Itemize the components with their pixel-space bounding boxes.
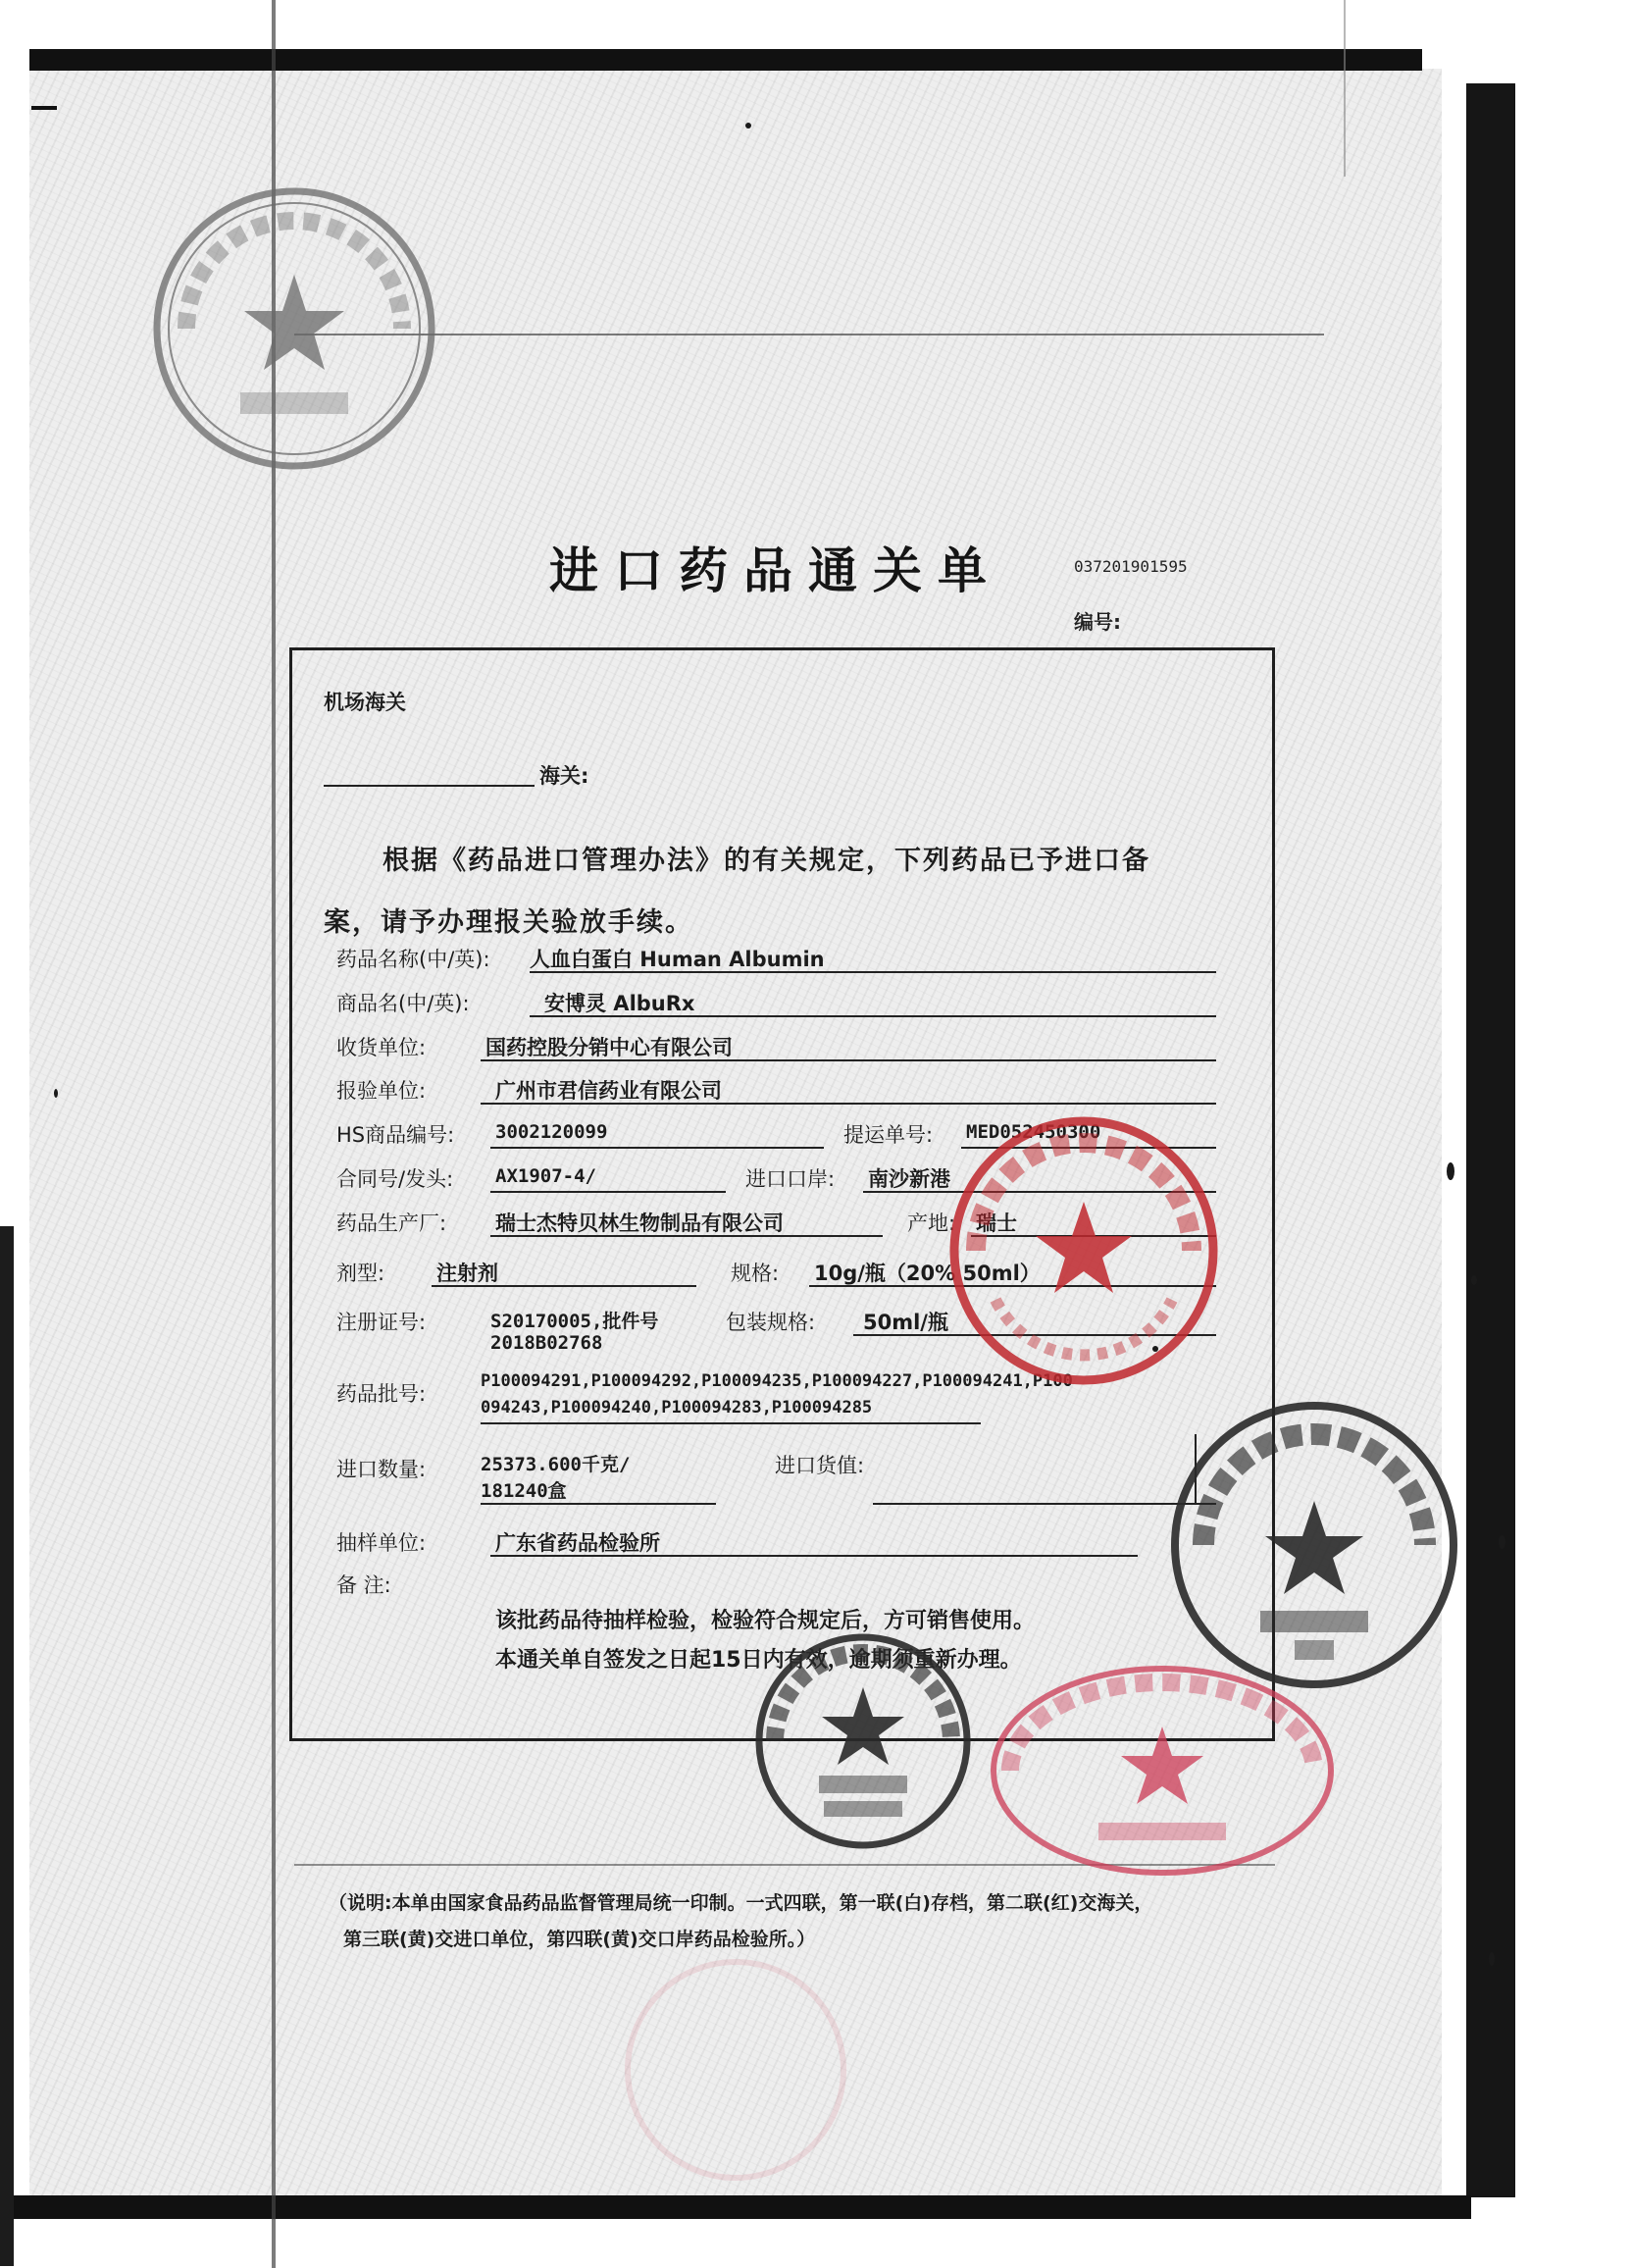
stamp-bottom-red: [981, 1658, 1344, 1883]
stamp-right: [1162, 1393, 1466, 1697]
scan-bottom-edge: [10, 2195, 1471, 2219]
port-label: 进口口岸:: [745, 1167, 836, 1191]
contract-label: 合同号/发头:: [336, 1167, 454, 1191]
scan-speck: [54, 1089, 58, 1098]
stamp-bottom: [750, 1628, 976, 1854]
manufacturer-line: [490, 1235, 883, 1237]
approval-number: 2018B02768: [490, 1332, 603, 1354]
batch-label: 药品批号:: [336, 1382, 427, 1406]
hs-code-line: [490, 1147, 824, 1149]
stamp-faint-bleed: [588, 1952, 883, 2188]
manufacturer-value: 瑞士杰特贝林生物制品有限公司: [495, 1211, 784, 1235]
waybill-label: 提运单号:: [843, 1123, 934, 1147]
batch-line: [481, 1422, 981, 1424]
remark-line-1: 该批药品待抽样检验，检验符合规定后，方可销售使用。: [495, 1609, 1036, 1633]
consignee-value: 国药控股分销中心有限公司: [485, 1036, 733, 1059]
scan-speck: [1447, 1162, 1454, 1180]
customs-blank-line: [324, 785, 535, 787]
value-label: 进口货值:: [775, 1454, 865, 1477]
trade-name-value: 安博灵 AlbuRx: [544, 992, 695, 1015]
consignee-label: 收货单位:: [336, 1036, 427, 1059]
dosage-line: [432, 1285, 696, 1287]
scan-speck: [1152, 1346, 1158, 1352]
contract-value: AX1907-4/: [495, 1165, 596, 1187]
scan-speck: [1499, 1535, 1505, 1549]
sampling-value: 广东省药品检验所: [495, 1531, 660, 1555]
footer-line-2: 第三联(黄)交进口单位，第四联(黄)交口岸药品检验所。）: [343, 1929, 816, 1950]
hs-code-label: HS商品编号:: [336, 1123, 455, 1147]
port-value: 南沙新港: [868, 1167, 950, 1191]
registration-value: S20170005,批件号: [490, 1311, 659, 1332]
quantity-value-boxes: 181240盒: [481, 1480, 567, 1502]
stamp-red-center: [942, 1108, 1226, 1393]
spec-value: 10g/瓶（20% 50ml）: [814, 1262, 1041, 1285]
declarant-label: 报验单位:: [336, 1079, 427, 1103]
quantity-label: 进口数量:: [336, 1458, 427, 1481]
manufacturer-label: 药品生产厂:: [336, 1211, 447, 1235]
trade-name-line: [530, 1015, 1216, 1017]
paper-fold-line-right: [1344, 0, 1346, 177]
batch-line-2: 094243,P100094240,P100094283,P100094285: [481, 1398, 873, 1418]
declarant-line: [481, 1103, 1216, 1105]
trade-name-label: 商品名(中/英):: [336, 992, 470, 1015]
waybill-value: MED052450300: [966, 1121, 1101, 1143]
footer-line-1: （说明:本单由国家食品药品监督管理局统一印制。一式四联，第一联(白)存档，第二联(红)交海关，: [329, 1892, 1153, 1914]
dosage-label: 剂型:: [336, 1262, 385, 1285]
scan-top-mark: [31, 106, 57, 110]
customs-office: 机场海关: [324, 691, 406, 714]
scan-speck: [745, 123, 751, 129]
document-number-label: 编号:: [1074, 610, 1121, 634]
hs-code-value: 3002120099: [495, 1121, 608, 1143]
scan-left-edge: [0, 1226, 14, 2266]
origin-label: 产地:: [907, 1211, 956, 1235]
drug-name-value: 人血白蛋白 Human Albumin: [530, 948, 825, 971]
pack-label: 包装规格:: [726, 1311, 816, 1334]
spec-label: 规格:: [731, 1262, 780, 1285]
top-divider: [294, 334, 1324, 335]
quantity-line: [481, 1503, 716, 1505]
document-number: 037201901595: [1074, 557, 1188, 576]
dosage-value: 注射剂: [436, 1262, 498, 1285]
batch-line-1: P100094291,P100094292,P100094235,P100094227,P100094241,P100: [481, 1371, 1073, 1391]
origin-value: 瑞士: [976, 1211, 1017, 1235]
remark-line-2: 本通关单自签发之日起15日内有效，逾期须重新办理。: [495, 1648, 1022, 1673]
stamp-top-left: [147, 181, 441, 476]
sampling-line: [490, 1555, 1138, 1557]
scan-top-edge: [29, 49, 1422, 71]
customs-suffix: 海关:: [539, 764, 589, 788]
remark-label: 备 注:: [336, 1573, 391, 1597]
contract-line: [490, 1191, 726, 1193]
scan-speck: [1489, 1952, 1495, 1966]
registration-label: 注册证号:: [336, 1311, 427, 1334]
intro-line-1: 根据《药品进口管理办法》的有关规定，下列药品已予进口备: [382, 846, 1150, 876]
document-title: 进口药品通关单: [549, 542, 1002, 599]
drug-name-label: 药品名称(中/英):: [336, 948, 490, 971]
scan-speck: [1471, 1275, 1477, 1285]
intro-line-2: 案，请予办理报关验放手续。: [324, 907, 693, 938]
quantity-value: 25373.600千克/: [481, 1454, 631, 1475]
scan-right-edge: [1466, 83, 1515, 2197]
declarant-value: 广州市君信药业有限公司: [495, 1079, 722, 1103]
consignee-line: [481, 1059, 1216, 1061]
sampling-label: 抽样单位:: [336, 1531, 427, 1555]
drug-name-line: [530, 971, 1216, 973]
pack-value: 50ml/瓶: [863, 1311, 948, 1334]
